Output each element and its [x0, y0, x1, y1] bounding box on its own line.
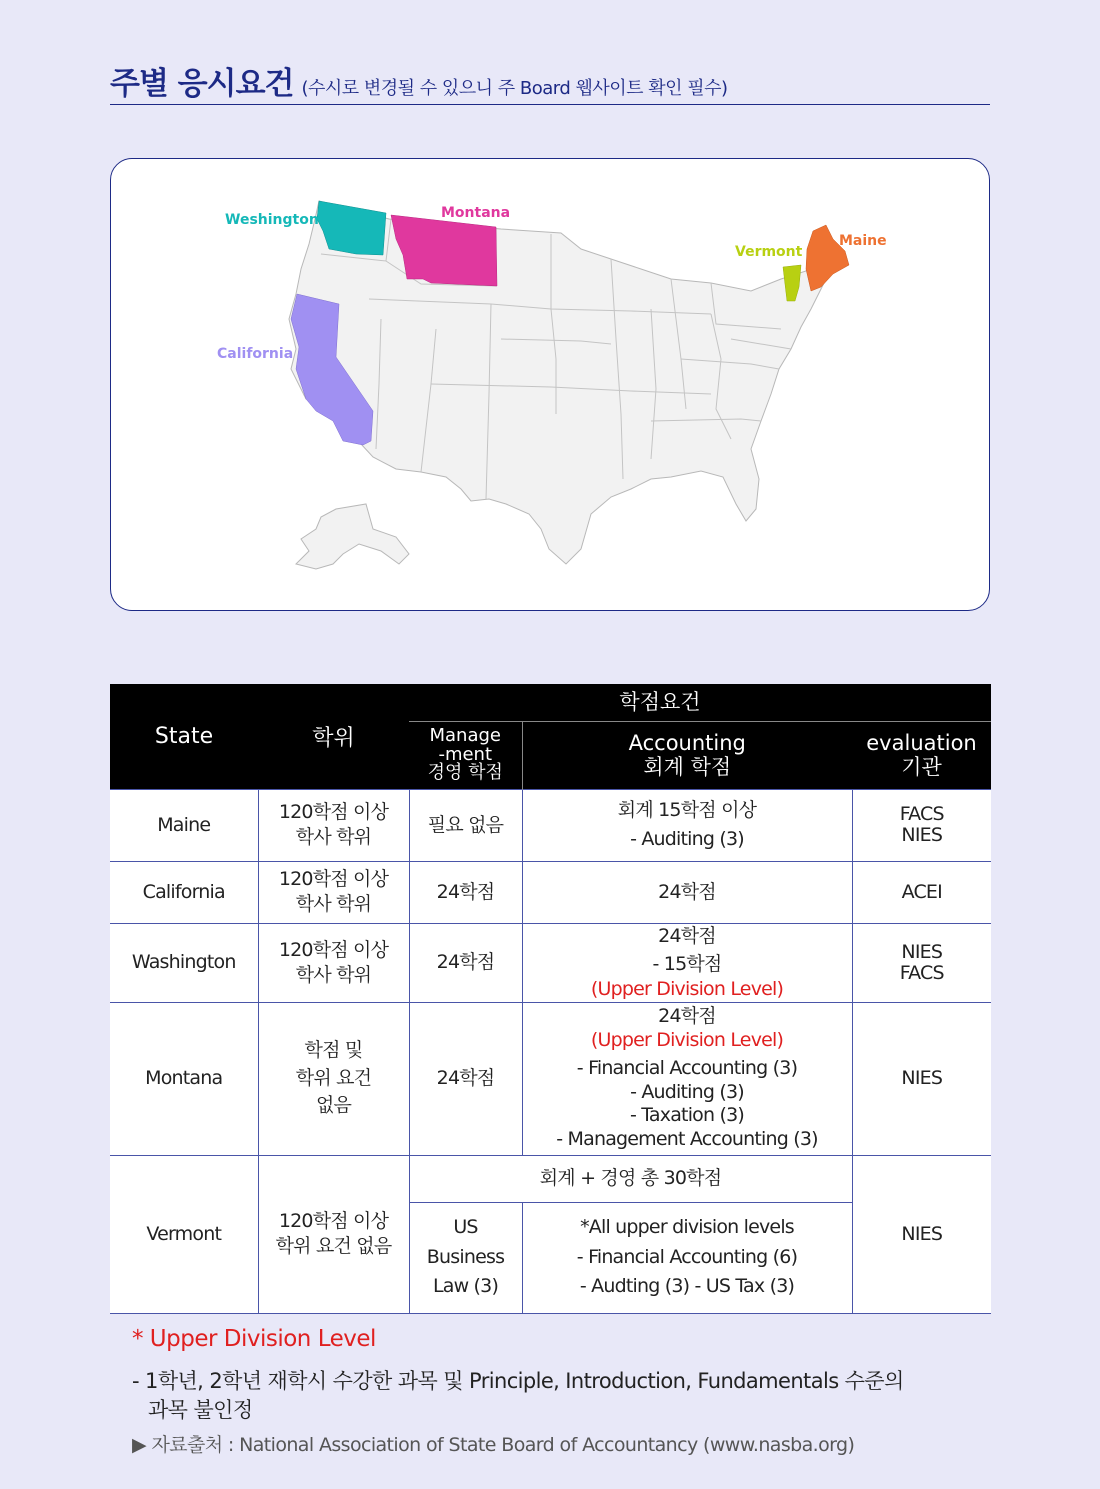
title-divider [110, 104, 990, 105]
page-subtitle: (수시로 변경될 수 있으니 주 Board 웹사이트 확인 필수) [301, 78, 728, 99]
header-state: State [110, 684, 258, 789]
source-citation: ▶ 자료출처 : National Association of State Board of Accountancy (www.nasba.org) [132, 1434, 855, 1456]
header-evaluation: evaluation 기관 [852, 721, 991, 789]
cell-state: Montana [110, 1002, 258, 1155]
cell-evaluation: NIES [852, 1155, 991, 1313]
table-row-washington [110, 923, 991, 1002]
cell-evaluation: FACS NIES [852, 789, 991, 861]
table-row-vermont [110, 1155, 991, 1202]
upper-division-note-body: - 1학년, 2학년 재학시 수강한 과목 및 Principle, Introduction, Fundamentals 수준의 과목 불인정 [132, 1369, 904, 1422]
upper-division-note: (Upper Division Level) [590, 1029, 784, 1052]
cell-management: 24학점 [409, 923, 522, 1002]
cell-evaluation: NIES [852, 1002, 991, 1155]
header-credit-group: 학점요건 [409, 684, 991, 721]
cell-management: US Business Law (3) [409, 1202, 522, 1313]
state-requirements-table [110, 684, 991, 1314]
cell-accounting: 24학점 (Upper Division Level) - Financial Accounting (3) - Auditing (3) - Taxation (3) - Management Accounting (3) [522, 1002, 852, 1155]
alaska-shape [296, 504, 409, 569]
cell-degree: 120학점 이상 학사 학위 [258, 789, 409, 861]
us-map-card [110, 158, 990, 611]
page-title: 주별 응시요건 [110, 66, 294, 102]
cell-state: California [110, 861, 258, 923]
cell-degree: 학점 및 학위 요건 없음 [258, 1002, 409, 1155]
cell-degree: 120학점 이상 학사 학위 [258, 861, 409, 923]
cell-accounting: *All upper division levels - Financial Accounting (6) - Audting (3) - US Tax (3) [522, 1202, 852, 1313]
header-degree: 학위 [258, 684, 409, 789]
cell-evaluation: NIES FACS [852, 923, 991, 1002]
cell-accounting: 회계 15학점 이상 - Auditing (3) [522, 789, 852, 861]
upper-division-note: (Upper Division Level) [590, 977, 784, 1000]
cell-state: Washington [110, 923, 258, 1002]
cell-degree: 120학점 이상 학사 학위 [258, 923, 409, 1002]
cell-state: Vermont [110, 1155, 258, 1313]
cell-management: 24학점 [409, 861, 522, 923]
table-row-california [110, 861, 991, 923]
cell-management: 24학점 [409, 1002, 522, 1155]
cell-combined-credits: 회계 + 경영 총 30학점 [409, 1155, 852, 1202]
california-label: California [217, 346, 294, 362]
vermont-label: Vermont [735, 244, 803, 260]
cell-degree: 120학점 이상 학위 요건 없음 [258, 1155, 409, 1313]
montana-label: Montana [441, 205, 511, 221]
cell-accounting: 24학점 - 15학점 (Upper Division Level) [522, 923, 852, 1002]
upper-division-note-title: * Upper Division Level [132, 1326, 376, 1352]
cell-accounting: 24학점 [522, 861, 852, 923]
cell-management: 필요 없음 [409, 789, 522, 861]
cell-evaluation: ACEI [852, 861, 991, 923]
table-row-montana [110, 1002, 991, 1155]
us-map [111, 159, 990, 611]
washington-label: Weshington [225, 212, 319, 228]
table-row-maine [110, 789, 991, 861]
header-management: Manage -ment 경영 학점 [409, 721, 522, 789]
montana-state [391, 215, 497, 286]
cell-state: Maine [110, 789, 258, 861]
page-header [110, 58, 990, 103]
maine-label: Maine [839, 233, 887, 249]
header-accounting: Accounting 회계 학점 [522, 721, 852, 789]
